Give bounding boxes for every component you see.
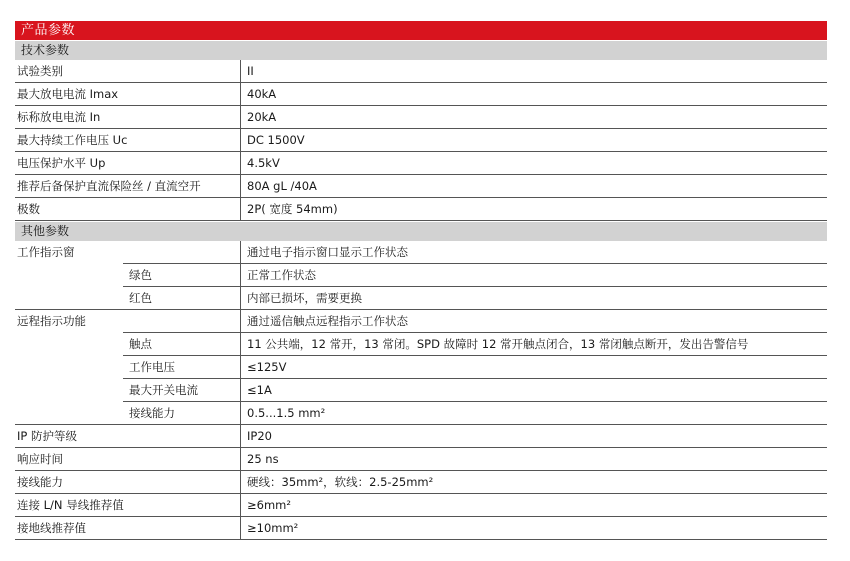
- table-row: [15, 517, 827, 540]
- table-row: [15, 129, 827, 152]
- product-parameters-table: [15, 21, 827, 540]
- row-value: ≤125V: [247, 360, 287, 374]
- row-value: ≥6mm²: [247, 498, 291, 512]
- table-row: [15, 175, 827, 198]
- row-label: 接线能力: [17, 475, 63, 489]
- row-label: 最大放电电流 Imax: [17, 87, 119, 101]
- row-value: 80A gL /40A: [247, 179, 317, 193]
- row-value: 通过遥信触点远程指示工作状态: [247, 314, 408, 328]
- table-row: [15, 152, 827, 175]
- column-divider: [240, 152, 241, 174]
- row-value: 通过电子指示窗口显示工作状态: [247, 245, 408, 259]
- column-divider: [240, 356, 241, 378]
- table-row: [15, 83, 827, 106]
- row-label: 触点: [129, 337, 152, 351]
- table-row: [15, 448, 827, 471]
- row-value: IP20: [247, 429, 272, 443]
- column-divider: [240, 379, 241, 401]
- table-row: [123, 356, 827, 379]
- row-value: DC 1500V: [247, 133, 305, 147]
- row-value: 0.5...1.5 mm²: [247, 406, 326, 420]
- group-label: 工作指示窗: [17, 245, 75, 259]
- column-divider: [240, 106, 241, 128]
- table-row: [15, 106, 827, 129]
- row-label: 试验类别: [17, 64, 63, 78]
- table-row: [123, 402, 827, 425]
- row-label: 绿色: [129, 268, 152, 282]
- column-divider: [240, 264, 241, 286]
- column-divider: [240, 471, 241, 493]
- row-label: 接线能力: [129, 406, 175, 420]
- row-label: 电压保护水平 Up: [17, 156, 106, 170]
- table-row: [123, 379, 827, 402]
- table-title: 产品参数: [15, 21, 827, 40]
- column-divider: [240, 448, 241, 470]
- table-row: [123, 333, 827, 356]
- column-divider: [240, 60, 241, 82]
- section-other-parameters: 其他参数: [15, 221, 827, 241]
- group-label: 远程指示功能: [17, 314, 86, 328]
- row-label: 连接 L/N 导线推荐值: [17, 498, 124, 512]
- row-label: IP 防护等级: [17, 429, 77, 443]
- row-value: 25 ns: [247, 452, 279, 466]
- section-technical-parameters: 技术参数: [15, 40, 827, 60]
- column-divider: [240, 517, 241, 539]
- row-label: 标称放电电流 In: [17, 110, 101, 124]
- table-row: [123, 241, 827, 264]
- row-value: 硬线：35mm²，软线：2.5-25mm²: [247, 475, 434, 489]
- row-label: 工作电压: [129, 360, 175, 374]
- row-value: 2P( 宽度 54mm): [247, 202, 338, 216]
- table-row: [15, 60, 827, 83]
- row-value: 20kA: [247, 110, 277, 124]
- column-divider: [240, 287, 241, 309]
- table-row: [123, 264, 827, 287]
- column-divider: [240, 129, 241, 151]
- table-row: [123, 287, 827, 310]
- column-divider: [240, 494, 241, 516]
- remote-indication-group: [15, 309, 827, 425]
- column-divider: [240, 333, 241, 355]
- row-label: 最大持续工作电压 Uc: [17, 133, 128, 147]
- row-label: 推荐后备保护直流保险丝 / 直流空开: [17, 179, 201, 193]
- table-row: [123, 310, 827, 333]
- column-divider: [240, 198, 241, 220]
- row-label: 极数: [17, 202, 40, 216]
- table-row: [15, 494, 827, 517]
- column-divider: [240, 175, 241, 197]
- column-divider: [240, 402, 241, 424]
- row-value: ≤1A: [247, 383, 272, 397]
- row-value: 4.5kV: [247, 156, 280, 170]
- row-label: 接地线推荐值: [17, 521, 86, 535]
- table-row: [15, 198, 827, 221]
- indicator-window-group: [15, 241, 827, 310]
- row-label: 响应时间: [17, 452, 63, 466]
- row-value: 内部已损坏，需要更换: [247, 291, 362, 305]
- table-row: [15, 471, 827, 494]
- table-row: [15, 425, 827, 448]
- column-divider: [240, 83, 241, 105]
- row-value: 11 公共端，12 常开，13 常闭。SPD 故障时 12 常开触点闭合，13 常闭触点断开，发出告警信号: [247, 337, 749, 351]
- row-value: II: [247, 64, 254, 78]
- row-label: 红色: [129, 291, 152, 305]
- row-value: ≥10mm²: [247, 521, 299, 535]
- column-divider: [240, 425, 241, 447]
- row-value: 40kA: [247, 87, 277, 101]
- row-label: 最大开关电流: [129, 383, 198, 397]
- row-value: 正常工作状态: [247, 268, 316, 282]
